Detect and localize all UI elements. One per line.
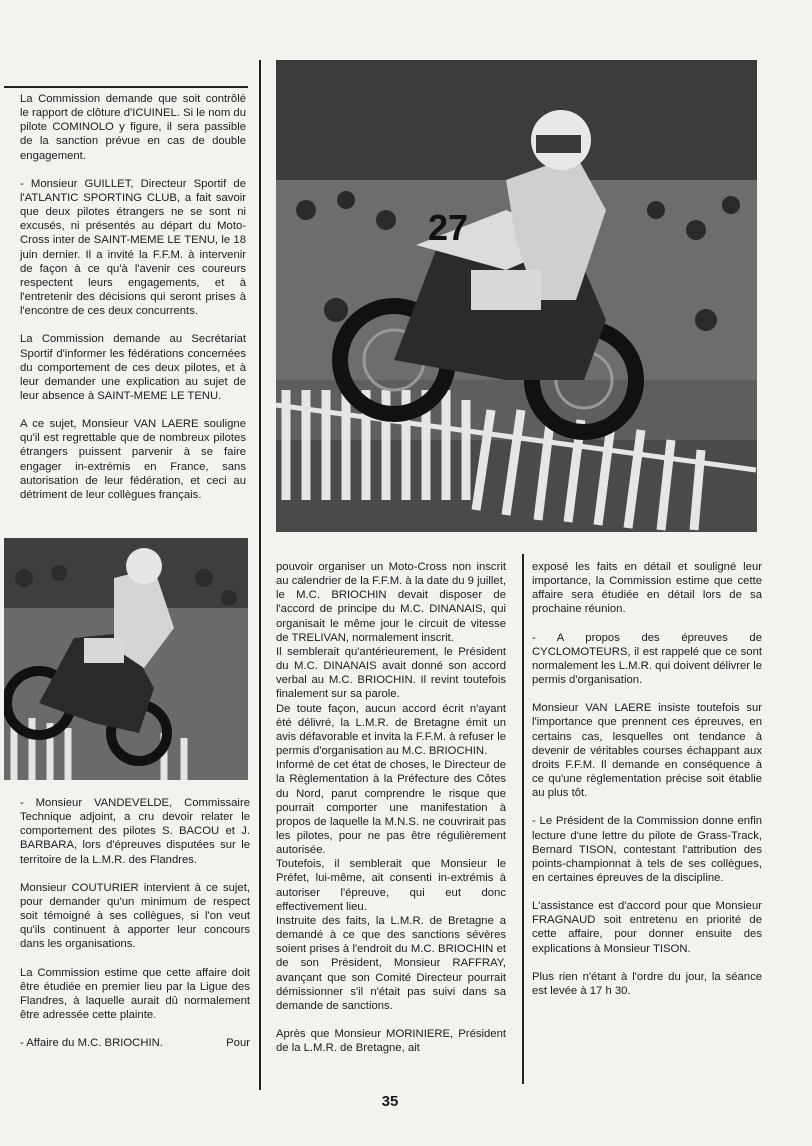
- paragraph-couturier: Monsieur COUTURIER intervient à ce sujet, pour demander qu'un minimum de respect soit témoigné à ses collègues, si l'on veut qu'ils continuent à apporter leur concours dans les organisations.: [20, 881, 250, 951]
- paragraph-prefecture: Informé de cet état de choses, le Directeur de la Règlementation à la Préfecture des Côtes du Nord, parut comprendre le risque que pourrait comporter une manifestation à propos de laquelle la M.N.S. ne couvrirait pas les pilotes, pour ne pas être régulièrement autorisée.: [276, 759, 506, 857]
- paragraph-prefet: Toutefois, il semblerait que Monsieur le Préfet, lui-même, ait consenti in-extrémis à autoriser l'épreuve, qui eut donc effectivement lieu.: [276, 858, 506, 913]
- paragraph-sanctions: Instruite des faits, la L.M.R. de Bretagne a demandé à ce que des sanctions sévères soient prises à l'endroit du M.C. BRIOCHIN et de son Président, Monsieur RAFFRAY, avançant que son Comité Directeur pourrait démissionner s'il n'était pas suivi dans sa demande de sanctions.: [276, 914, 506, 1012]
- paragraph-van-laere: A ce sujet, Monsieur VAN LAERE souligne qu'il est regrettable que de nombreux pilotes étrangers puissent parvenir à se faire engager in-extrémis en France, sans autorisation de leur fédération, et ceci au détriment de leur collègues français.: [20, 418, 246, 501]
- briochin-heading-text: - Affaire du M.C. BRIOCHIN.: [20, 1037, 163, 1050]
- column-divider-vertical: [259, 60, 261, 1090]
- motocross-jump-photo: [276, 60, 757, 532]
- pour-word: Pour: [226, 1037, 250, 1050]
- paragraph-commission-flandres: La Commission estime que cette affaire doit être étudiée en premier lieu par la Ligue des Flandres, à laquelle aurait dû normalement être adressée cette plainte.: [20, 966, 250, 1022]
- paragraph-briochin-heading: [20, 1036, 250, 1050]
- paragraph-fragnaud: L'assistance est d'accord pour que Monsieur FRAGNAUD soit entretenu en priorité de cette affaire, pour donner ensuite des explications à Monsieur TISON.: [532, 900, 762, 955]
- paragraph-van-laere-insiste: Monsieur VAN LAERE insiste toutefois sur l'importance que prennent ces épreuves, en certains cas, lesquelles ont tendance à devenir de véritables courses échappant aux droits F.F.M. Il demande en conséquence à ce qu'une règlementation précise soit établie au plus tôt.: [532, 702, 762, 800]
- paragraph-president-dinanais: Il semblerait qu'antérieurement, le Président du M.C. DINANAIS avait donné son accord verbal au M.C. BRIOCHIN. Il revint toutefois finalement sur sa parole.: [276, 645, 506, 701]
- paragraph-expose-faits: exposé les faits en détail et souligné leur importance, la Commission estime que cette affaire sera étudiée en détail lors de sa prochaine réunion.: [532, 561, 762, 616]
- bike-number-label: 27: [428, 207, 469, 248]
- paragraph-secretariat: La Commission demande au Secrétariat Sportif d'informer les fédérations concernées du comportement de ces deux pilotes, et à leur demander une explication au sujet de leur absence à SAINT-MEME LE TENU.: [20, 333, 246, 402]
- page-number: 35: [381, 1093, 399, 1110]
- paragraph-icuinel: La Commission demande que soit contrôlé le rapport de clôture d'ICUINEL. Si le nom du pilote COMINOLO y figure, il sera passible de la sanction prévue en cas de double engagement.: [20, 93, 246, 162]
- column-divider-lower: [522, 554, 524, 1084]
- paragraph-pouvoir-organiser: pouvoir organiser un Moto-Cross non inscrit au calendrier de la F.F.M. à la date du 9 juillet, le M.C. BRIOCHIN devait disposer de l'accord de principe du M.C. DINANAIS, qui organisait le même jour le circuit de vitesse de TRELIVAN, normalement inscrit.: [276, 561, 506, 644]
- paragraph-cyclomoteurs: - A propos des épreuves de CYCLOMOTEURS, il est rappelé que ce sont normalement les L.M.R. qui doivent délivrer le permis d'organisation.: [532, 631, 762, 687]
- column-1-lower-text: [20, 796, 250, 1050]
- paragraph-moriniere: Après que Monsieur MORINIERE, Président de la L.M.R. de Bretagne, ait: [276, 1028, 506, 1055]
- column-3-text: [532, 560, 762, 1012]
- paragraph-vandevelde: - Monsieur VANDEVELDE, Commissaire Technique adjoint, a cru devoir relater le comportement des pilotes S. BACOU et J. BARBARA, lors d'épreuves disputées sur le territoire de la L.M.R. des Flandres.: [20, 797, 250, 866]
- top-rule-left: [4, 86, 248, 88]
- paragraph-seance-levee: Plus rien n'étant à l'ordre du jour, la séance est levée à 17 h 30.: [532, 970, 762, 997]
- paragraph-tison-lettre: - Le Président de la Commission donne enfin lecture d'une lettre du pilote de Grass-Track, Bernard TISON, contestant l'attribution des points-championnat à tels de ses collègues, en certaines épreuves de la discipline.: [532, 815, 762, 884]
- column-1-upper-text: [20, 92, 246, 516]
- column-2-text: [276, 560, 506, 1055]
- paragraph-accord-ecrit: De toute façon, aucun accord écrit n'ayant été délivré, la L.M.R. de Bretagne émit un avis défavorable et invita la F.F.M. à refuser le permis d'organisation au M.C. BRIOCHIN.: [276, 702, 506, 758]
- paragraph-guillet: - Monsieur GUILLET, Directeur Sportif de l'ATLANTIC SPORTING CLUB, a fait savoir que deux pilotes étrangers ne se sont ni excusés, ni présentés au départ du Moto-Cross inter de SAINT-MEME LE TENU, le 18 juin dernier. Il a invité la F.F.M. à intervenir de façon à ce qu'à l'avenir ces coureurs respectent leurs engagements, et à l'entretenir des décisions qui seront prises à l'encontre de ces deux concurrents.: [20, 177, 246, 318]
- motocross-rider-photo: [4, 538, 248, 780]
